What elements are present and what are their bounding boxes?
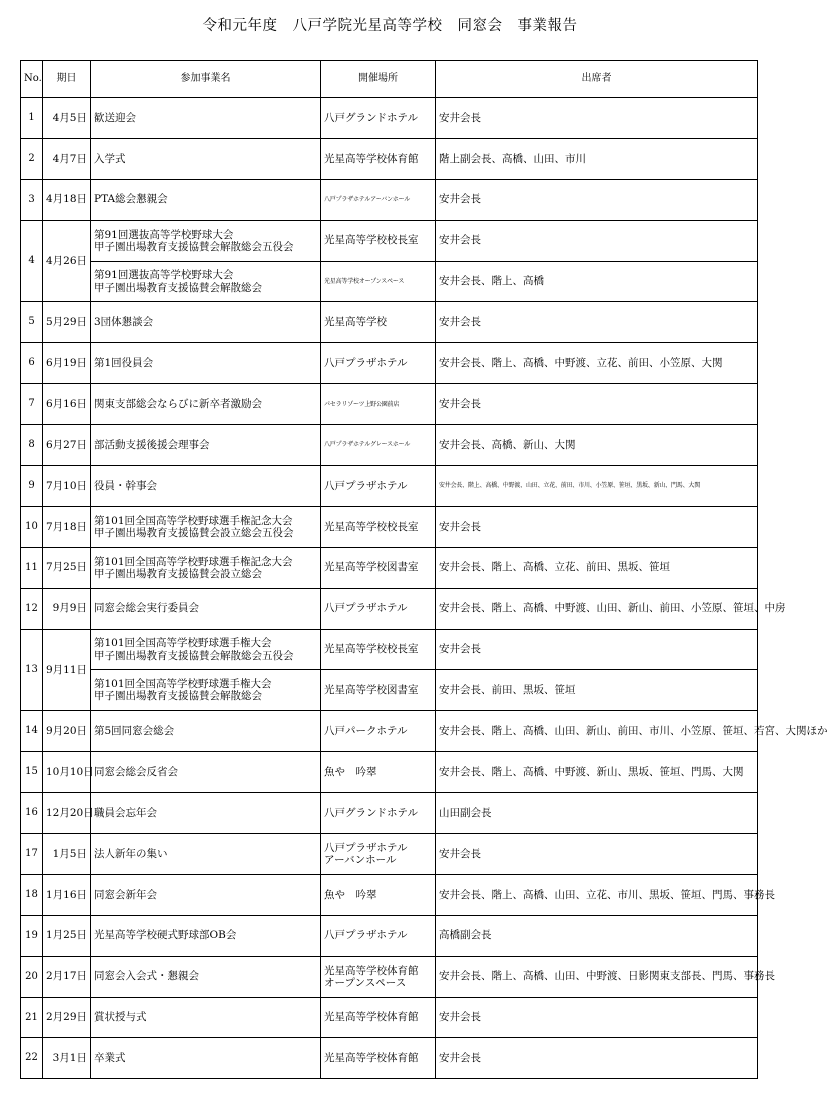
header-event: 参加事業名 — [91, 61, 321, 98]
row-venue: 八戸プラザホテル — [321, 588, 436, 629]
row-attendees: 安井会長 — [436, 834, 758, 875]
row-event: 入学式 — [91, 138, 321, 179]
row-event: 第5回同窓会総会 — [91, 711, 321, 752]
row-venue: 光星高等学校図書室 — [321, 547, 436, 588]
row-date: 4月7日 — [43, 138, 91, 179]
row-attendees: 高橋副会長 — [436, 915, 758, 956]
row-event: 関東支部総会ならびに新卒者激励会 — [91, 384, 321, 425]
row-date: 7月18日 — [43, 506, 91, 547]
row-attendees: 安井会長 — [436, 220, 758, 261]
row-venue: 八戸パークホテル — [321, 711, 436, 752]
table-row — [21, 1038, 758, 1079]
row-date: 9月9日 — [43, 588, 91, 629]
row-no: 9 — [21, 466, 43, 507]
row-date: 3月1日 — [43, 1038, 91, 1079]
row-event: 第101回全国高等学校野球選手権大会 甲子園出場教育支援協賛会解散総会 — [91, 670, 321, 711]
row-attendees: 安井会長 — [436, 997, 758, 1038]
table-row — [21, 629, 758, 670]
row-attendees: 安井会長 — [436, 506, 758, 547]
row-event: 3団体懇談会 — [91, 302, 321, 343]
row-attendees: 安井会長、階上、高橋 — [436, 261, 758, 302]
row-date: 2月17日 — [43, 956, 91, 997]
table-row — [21, 997, 758, 1038]
table-row — [21, 793, 758, 834]
row-date: 7月25日 — [43, 547, 91, 588]
row-date: 10月10日 — [43, 752, 91, 793]
row-event: PTA総会懇親会 — [91, 179, 321, 220]
row-venue: 八戸グランドホテル — [321, 793, 436, 834]
row-attendees: 安井会長、階上、高橋、中野渡、立花、前田、小笠原、大関 — [436, 343, 758, 384]
row-venue: 魚や 吟翠 — [321, 752, 436, 793]
row-attendees: 安井会長、前田、黒坂、笹垣 — [436, 670, 758, 711]
table-body — [21, 98, 828, 1079]
row-date: 9月20日 — [43, 711, 91, 752]
row-venue: 光星高等学校校長室 — [321, 506, 436, 547]
table-row — [21, 834, 758, 875]
row-no: 10 — [21, 506, 43, 547]
row-no: 16 — [21, 793, 43, 834]
row-event: 同窓会入会式・懇親会 — [91, 956, 321, 997]
row-venue: 八戸プラザホテル — [321, 343, 436, 384]
row-attendees: 階上副会長、高橋、山田、市川 — [436, 138, 758, 179]
row-date: 1月5日 — [43, 834, 91, 875]
row-attendees: 安井会長、階上、高橋、中野渡、新山、黒坂、笹垣、門馬、大関 — [436, 752, 758, 793]
row-date: 4月18日 — [43, 179, 91, 220]
row-venue: 光星高等学校オープンスペース — [321, 261, 436, 302]
table-row — [21, 425, 758, 466]
row-attendees: 安井会長、階上、高橋、立花、前田、黒坂、笹垣 — [436, 547, 758, 588]
row-no: 5 — [21, 302, 43, 343]
row-no: 2 — [21, 138, 43, 179]
row-date: 4月5日 — [43, 98, 91, 139]
row-no: 4 — [21, 220, 43, 302]
row-event: 第101回全国高等学校野球選手権大会 甲子園出場教育支援協賛会解散総会五役会 — [91, 629, 321, 670]
row-venue: 光星高等学校体育館 — [321, 138, 436, 179]
table-row — [21, 98, 758, 139]
row-no: 21 — [21, 997, 43, 1038]
table-row — [21, 466, 758, 507]
row-no: 11 — [21, 547, 43, 588]
row-venue: 八戸プラザホテルグレースホール — [321, 425, 436, 466]
row-event: 第101回全国高等学校野球選手権記念大会 甲子園出場教育支援協賛会設立総会五役会 — [91, 506, 321, 547]
table-row — [21, 179, 758, 220]
row-no: 8 — [21, 425, 43, 466]
row-venue: 光星高等学校 — [321, 302, 436, 343]
row-venue: 八戸プラザホテル — [321, 466, 436, 507]
row-attendees: 山田副会長 — [436, 793, 758, 834]
header-attendees: 出席者 — [436, 61, 758, 98]
row-attendees: 安井会長、階上、高橋、山田、新山、前田、市川、小笠原、笹垣、若宮、大関ほか — [436, 711, 758, 752]
row-attendees: 安井会長 — [436, 98, 758, 139]
row-attendees: 安井会長 — [436, 384, 758, 425]
row-date: 4月26日 — [43, 220, 91, 302]
table-row — [21, 302, 758, 343]
row-date: 2月29日 — [43, 997, 91, 1038]
row-attendees: 安井会長 — [436, 179, 758, 220]
row-event: 歓送迎会 — [91, 98, 321, 139]
row-attendees: 安井会長、階上、高橋、中野渡、山田、新山、前田、小笠原、笹垣、中房 — [436, 588, 758, 629]
row-no: 19 — [21, 915, 43, 956]
row-no: 1 — [21, 98, 43, 139]
header-no: No. — [21, 61, 43, 98]
row-date: 7月10日 — [43, 466, 91, 507]
row-venue: 八戸プラザホテルアーバンホール — [321, 179, 436, 220]
event-report-table — [20, 60, 828, 1079]
table-row — [21, 752, 758, 793]
row-date: 9月11日 — [43, 629, 91, 711]
row-date: 6月19日 — [43, 343, 91, 384]
row-no: 14 — [21, 711, 43, 752]
page-title: 令和元年度 八戸学院光星高等学校 同窓会 事業報告 — [202, 18, 578, 34]
row-event: 同窓会総会実行委員会 — [91, 588, 321, 629]
row-no: 3 — [21, 179, 43, 220]
row-event: 賞状授与式 — [91, 997, 321, 1038]
row-venue: 八戸グランドホテル — [321, 98, 436, 139]
table-row — [21, 874, 758, 915]
row-date: 1月16日 — [43, 874, 91, 915]
row-no: 13 — [21, 629, 43, 711]
row-venue: 八戸プラザホテル アーバンホール — [321, 834, 436, 875]
table-row — [21, 711, 758, 752]
table-row — [21, 138, 758, 179]
row-attendees: 安井会長 — [436, 302, 758, 343]
row-attendees: 安井会長、高橋、新山、大関 — [436, 425, 758, 466]
header-date: 期日 — [43, 61, 91, 98]
row-date: 6月16日 — [43, 384, 91, 425]
row-event: 卒業式 — [91, 1038, 321, 1079]
row-event: 第101回全国高等学校野球選手権記念大会 甲子園出場教育支援協賛会設立総会 — [91, 547, 321, 588]
table-row — [21, 506, 758, 547]
row-event: 第91回選抜高等学校野球大会 甲子園出場教育支援協賛会解散総会五役会 — [91, 220, 321, 261]
row-attendees: 安井会長 — [436, 629, 758, 670]
row-venue: 光星高等学校体育館 — [321, 997, 436, 1038]
row-event: 役員・幹事会 — [91, 466, 321, 507]
table-row — [21, 547, 758, 588]
table-row — [21, 220, 758, 261]
row-venue: 光星高等学校図書室 — [321, 670, 436, 711]
row-no: 20 — [21, 956, 43, 997]
row-venue: 光星高等学校校長室 — [321, 629, 436, 670]
row-attendees: 安井会長、階上、高橋、山田、立花、市川、黒坂、笹垣、門馬、事務長 — [436, 874, 758, 915]
header-venue: 開催場所 — [321, 61, 436, 98]
table-row — [21, 588, 758, 629]
row-no: 22 — [21, 1038, 43, 1079]
row-event: 法人新年の集い — [91, 834, 321, 875]
row-event: 同窓会総会反省会 — [91, 752, 321, 793]
row-venue: パセラリゾーツ上野公園前店 — [321, 384, 436, 425]
row-no: 7 — [21, 384, 43, 425]
table-header-row — [21, 61, 758, 98]
row-venue: 魚や 吟翠 — [321, 874, 436, 915]
table-row — [21, 343, 758, 384]
row-event: 第91回選抜高等学校野球大会 甲子園出場教育支援協賛会解散総会 — [91, 261, 321, 302]
row-date: 12月20日 — [43, 793, 91, 834]
table-row — [21, 670, 758, 711]
table-row — [21, 956, 758, 997]
row-event: 同窓会新年会 — [91, 874, 321, 915]
row-no: 17 — [21, 834, 43, 875]
row-venue: 八戸プラザホテル — [321, 915, 436, 956]
row-attendees: 安井会長、階上、高橋、中野渡、山田、立花、前田、市川、小笠原、笹垣、黒坂、新山、門馬、大関 — [436, 466, 758, 507]
row-date: 5月29日 — [43, 302, 91, 343]
row-event: 部活動支援後援会理事会 — [91, 425, 321, 466]
row-no: 12 — [21, 588, 43, 629]
row-event: 職員会忘年会 — [91, 793, 321, 834]
row-attendees: 安井会長、階上、高橋、山田、中野渡、日影関東支部長、門馬、事務長 — [436, 956, 758, 997]
row-no: 15 — [21, 752, 43, 793]
row-venue: 光星高等学校校長室 — [321, 220, 436, 261]
table-row — [21, 915, 758, 956]
row-event: 第1回役員会 — [91, 343, 321, 384]
table-row — [21, 261, 758, 302]
table-row — [21, 384, 758, 425]
row-no: 6 — [21, 343, 43, 384]
row-date: 1月25日 — [43, 915, 91, 956]
row-date: 6月27日 — [43, 425, 91, 466]
row-no: 18 — [21, 874, 43, 915]
row-venue: 光星高等学校体育館 オープンスペース — [321, 956, 436, 997]
row-venue: 光星高等学校体育館 — [321, 1038, 436, 1079]
row-event: 光星高等学校硬式野球部OB会 — [91, 915, 321, 956]
row-attendees: 安井会長 — [436, 1038, 758, 1079]
